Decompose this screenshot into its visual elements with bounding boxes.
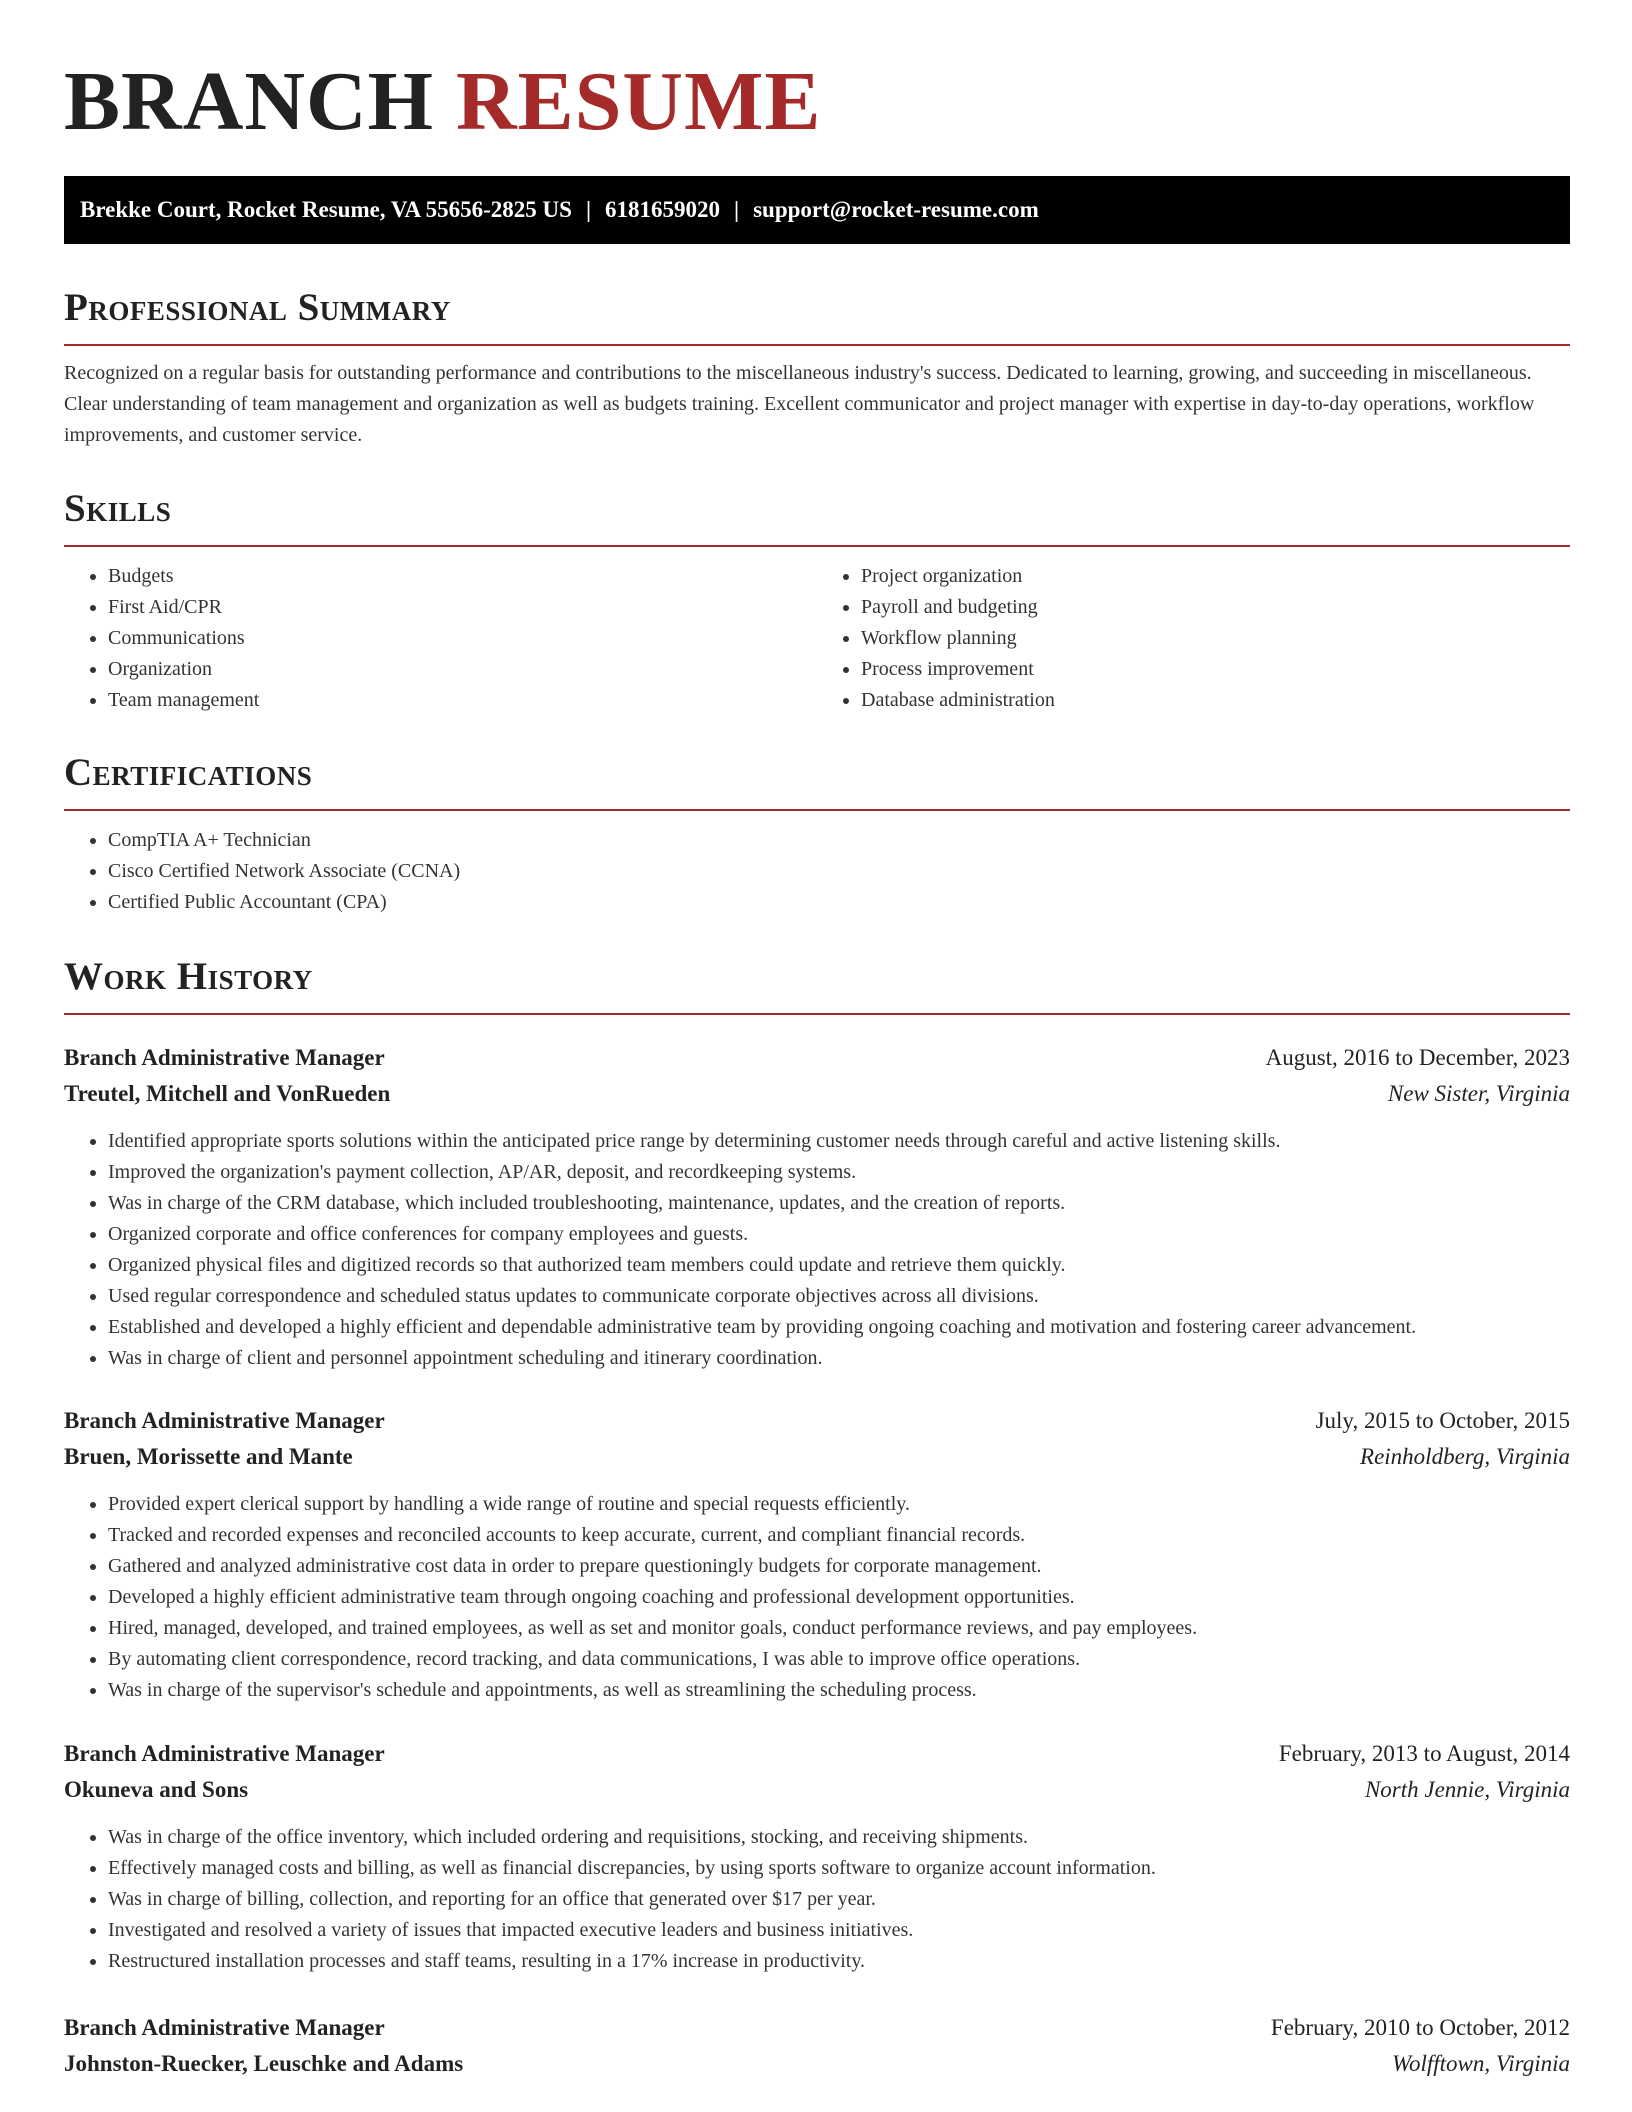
job-header-row (64, 1403, 1570, 1439)
job-location: Reinholdberg, Virginia (1360, 1444, 1570, 1469)
job-bullet: • Tracked and recorded expenses and reconciled accounts to keep accurate, current, and compliant financial records. (108, 1520, 1570, 1551)
job-entry (64, 1736, 1570, 1977)
job-title: Branch Administrative Manager (64, 1408, 385, 1433)
job-bullet: • Investigated and resolved a variety of issues that impacted executive leaders and business initiatives. (108, 1915, 1570, 1946)
certification-item: • Cisco Certified Network Associate (CCNA) (108, 856, 1570, 887)
skill-item: • Organization (108, 654, 817, 685)
job-bullet: • Identified appropriate sports solutions within the anticipated price range by determining customer needs through careful and active listening skills. (108, 1126, 1570, 1157)
job-bullet: • Was in charge of billing, collection, and reporting for an office that generated over $17 per year. (108, 1884, 1570, 1915)
job-company: Treutel, Mitchell and VonRueden (64, 1081, 391, 1106)
job-company-row (64, 1439, 1570, 1475)
job-location: North Jennie, Virginia (1364, 1777, 1570, 1802)
first-name: BRANCH (64, 55, 435, 148)
job-header-row (64, 1736, 1570, 1772)
job-bullet: • By automating client correspondence, record tracking, and data communications, I was able to improve office operations. (108, 1644, 1570, 1675)
job-bullet: • Organized corporate and office conferences for company employees and guests. (108, 1219, 1570, 1250)
section-title-summary: Professional Summary (64, 284, 1570, 346)
job-company: Johnston-Ruecker, Leuschke and Adams (64, 2051, 464, 2076)
summary-text: Recognized on a regular basis for outstanding performance and contributions to the miscellaneous industry's success. Dedicated to learning, growing, and succeeding in miscellaneous. Clear understanding of team management and organization as well as budgets training. Excellent communicator and project manager with expertise in day-to-day operations, workflow improvements, and customer service. (64, 362, 1535, 446)
skill-item: • Workflow planning (861, 623, 1570, 654)
job-dates: August, 2016 to December, 2023 (1265, 1045, 1570, 1070)
job-bullet: • Was in charge of the CRM database, which included troubleshooting, maintenance, updates, and the creation of reports. (108, 1188, 1570, 1219)
job-location: Wolfftown, Virginia (1391, 2051, 1570, 2076)
job-bullet: • Restructured installation processes and staff teams, resulting in a 17% increase in productivity. (108, 1946, 1570, 1977)
job-title: Branch Administrative Manager (64, 1045, 385, 1070)
job-title: Branch Administrative Manager (64, 2015, 385, 2040)
last-name: RESUME (456, 55, 822, 148)
skill-item: • Team management (108, 685, 817, 716)
job-bullet: • Was in charge of client and personnel appointment scheduling and itinerary coordination. (108, 1343, 1570, 1374)
job-bullets (64, 1126, 1570, 1374)
skill-item: • Project organization (861, 561, 1570, 592)
job-bullet: • Established and developed a highly efficient and dependable administrative team by providing ongoing coaching and motivation and fostering career advancement. (108, 1312, 1570, 1343)
contact-separator: | (734, 197, 740, 222)
job-bullet: • Was in charge of the office inventory, which included ordering and requisitions, stocking, and receiving shipments. (108, 1822, 1570, 1853)
skills-columns (64, 547, 1570, 716)
certification-item: • Certified Public Accountant (CPA) (108, 887, 1570, 918)
skill-item: • Budgets (108, 561, 817, 592)
job-bullet: • Was in charge of the supervisor's schedule and appointments, as well as streamlining the scheduling process. (108, 1675, 1570, 1706)
job-entry (64, 2010, 1570, 2082)
job-bullet: • Organized physical files and digitized records so that authorized team members could update and retrieve them quickly. (108, 1250, 1570, 1281)
job-dates: July, 2015 to October, 2015 (1315, 1408, 1570, 1433)
job-bullet: • Gathered and analyzed administrative cost data in order to prepare questioningly budgets for corporate management. (108, 1551, 1570, 1582)
job-company-row (64, 1772, 1570, 1808)
job-company-row (64, 2046, 1570, 2082)
job-header-row (64, 1040, 1570, 1076)
job-bullet: • Improved the organization's payment collection, AP/AR, deposit, and recordkeeping systems. (108, 1157, 1570, 1188)
resume-name (64, 0, 1570, 168)
certification-item: • CompTIA A+ Technician (108, 825, 1570, 856)
skill-item: • First Aid/CPR (108, 592, 817, 623)
skills-list-right (817, 561, 1570, 716)
job-bullet: • Provided expert clerical support by handling a wide range of routine and special requests efficiently. (108, 1489, 1570, 1520)
skill-item: • Communications (108, 623, 817, 654)
job-entry (64, 1040, 1570, 1374)
certifications-list (64, 825, 1570, 918)
job-bullets (64, 1822, 1570, 1977)
skills-list-left (64, 561, 817, 716)
job-company: Bruen, Morissette and Mante (64, 1444, 353, 1469)
skill-item: • Payroll and budgeting (861, 592, 1570, 623)
contact-email[interactable]: support@rocket-resume.com (753, 197, 1039, 222)
job-bullet: • Developed a highly efficient administrative team through ongoing coaching and professional development opportunities. (108, 1582, 1570, 1613)
work-history-section (64, 953, 1570, 1015)
certifications-section (64, 749, 1570, 918)
job-header-row (64, 2010, 1570, 2046)
contact-address: Brekke Court, Rocket Resume, VA 55656-2825 US (80, 197, 572, 222)
job-dates: February, 2013 to August, 2014 (1278, 1741, 1570, 1766)
skill-item: • Process improvement (861, 654, 1570, 685)
job-company-row (64, 1076, 1570, 1112)
job-bullet: • Used regular correspondence and scheduled status updates to communicate corporate objectives across all divisions. (108, 1281, 1570, 1312)
job-dates: February, 2010 to October, 2012 (1270, 2015, 1570, 2040)
section-title-skills: Skills (64, 485, 1570, 547)
job-bullet: • Hired, managed, developed, and trained employees, as well as set and monitor goals, conduct performance reviews, and pay employees. (108, 1613, 1570, 1644)
section-title-certifications: Certifications (64, 749, 1570, 811)
job-title: Branch Administrative Manager (64, 1741, 385, 1766)
contact-bar (64, 176, 1570, 244)
skill-item: • Database administration (861, 685, 1570, 716)
section-title-work-history: Work History (64, 953, 1570, 1015)
job-entry (64, 1403, 1570, 1706)
skills-section (64, 485, 1570, 716)
job-company: Okuneva and Sons (64, 1777, 249, 1802)
job-bullets (64, 1489, 1570, 1706)
summary-section (64, 284, 1570, 451)
contact-phone: 6181659020 (605, 197, 721, 222)
job-bullet: • Effectively managed costs and billing, as well as financial discrepancies, by using sports software to organize account information. (108, 1853, 1570, 1884)
job-location: New Sister, Virginia (1387, 1081, 1570, 1106)
resume-page (64, 0, 1570, 2076)
contact-separator: | (585, 197, 592, 222)
